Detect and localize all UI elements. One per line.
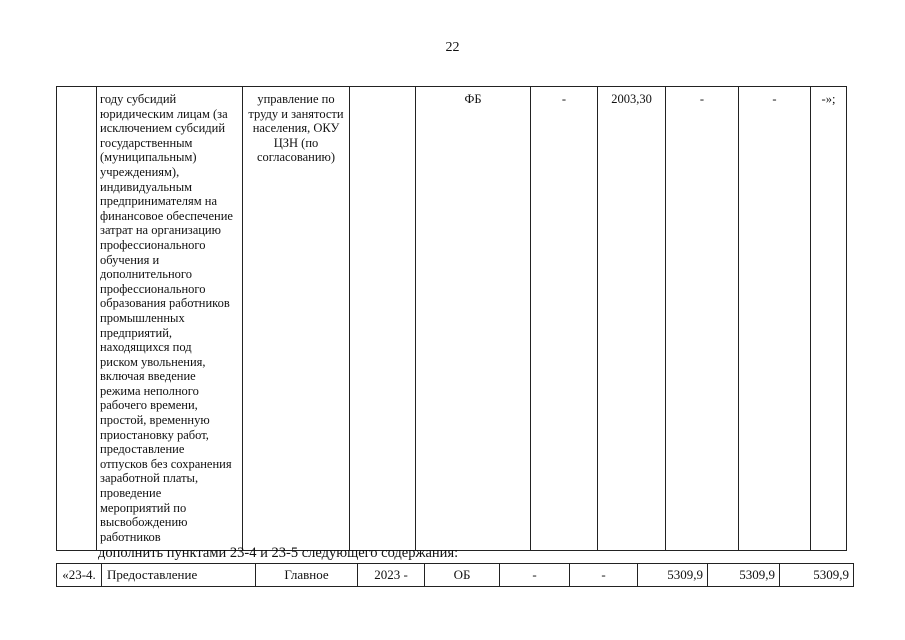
description-line: включая введение [100,369,196,384]
description-line: профессионального [100,237,206,252]
amount-cell: - [570,564,638,587]
description-line: государственным [100,135,193,150]
description-line: промышленных [100,310,185,325]
measures-table-continuation [56,86,847,551]
amount-cell: - [739,87,811,551]
description-line: профессионального [100,281,206,296]
description-line: работников [100,529,161,544]
description-line: дополнительного [100,267,192,282]
description-line: образования работников [100,296,230,311]
description-line: финансовое обеспечение [100,208,233,223]
description-cell: Предоставление [102,564,256,587]
description-line: исключением субсидий [100,121,226,136]
description-line: заработной платы, [100,471,199,486]
page-number: 22 [445,40,460,55]
number-cell [57,87,97,551]
description-line: проведение [100,486,162,501]
table-row [57,87,847,551]
description-line: предпринимателям на [100,194,218,209]
description-line: предоставление [100,442,185,457]
description-line: простой, временную [100,413,210,428]
description-line: обучения и [100,252,160,267]
number-cell: «23-4. [57,564,102,587]
period-cell: 2023 - [358,564,425,587]
description-line: учреждениям), [100,164,180,179]
amount-cell: -»; [811,87,847,551]
description-line: приостановку работ, [100,427,209,442]
period-cell [350,87,416,551]
amount-cell: - [500,564,570,587]
amount-cell: - [666,87,739,551]
executor-cell: управление по труду и занятости населения, ОКУ ЦЗН (по согласованию) [243,87,350,551]
description-line: году субсидий [100,92,177,106]
description-line: (муниципальным) [100,150,197,165]
description-line: высвобождению [100,515,188,530]
description-line: мероприятий по [100,500,187,515]
amendment-text: дополнить пунктами 23-4 и 23-5 следующего содержания: [98,545,459,561]
executor-cell: Главное [256,564,358,587]
amount-cell: 5309,9 [708,564,780,587]
table-row [57,564,854,587]
description-line: предприятий, [100,325,173,340]
description-line: отпусков без сохранения [100,456,232,471]
funding-source-cell: ФБ [416,87,531,551]
description-line: риском увольнения, [100,354,206,369]
description-line: находящихся под [100,340,192,355]
description-line: индивидуальным [100,179,193,194]
amount-cell: - [531,87,598,551]
amount-cell: 5309,9 [638,564,708,587]
description-line: затрат на организацию [100,223,221,238]
description-line: рабочего времени, [100,398,198,413]
description-line: режима неполного [100,383,199,398]
description-line: юридическим лицам (за [100,106,228,121]
description-cell [97,87,243,551]
new-items-table [56,563,854,587]
funding-source-cell: ОБ [425,564,500,587]
amount-cell: 5309,9 [780,564,854,587]
amount-cell: 2003,30 [598,87,666,551]
